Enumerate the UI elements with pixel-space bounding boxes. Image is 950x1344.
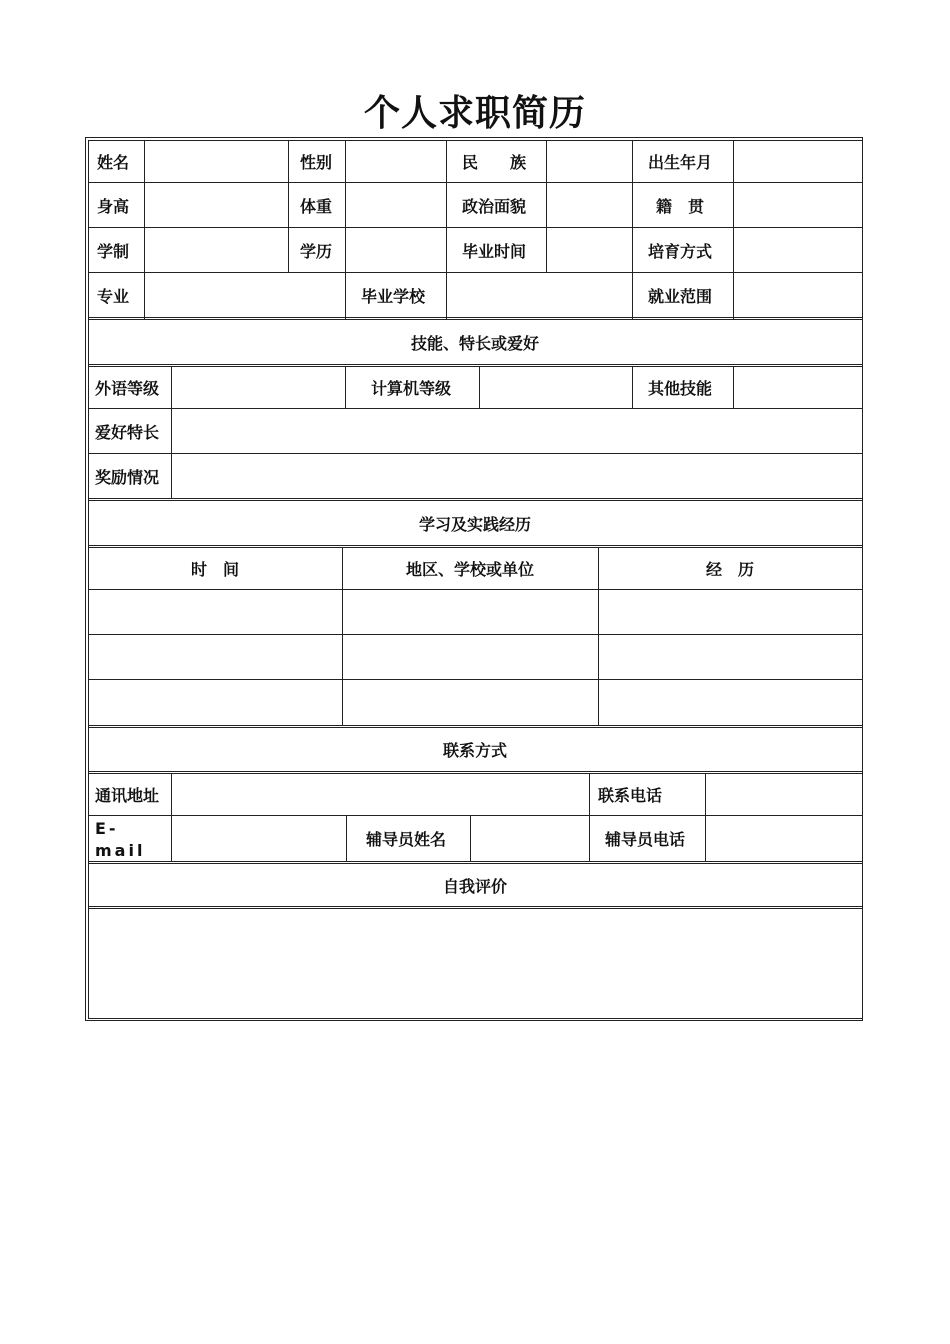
experience-time-cell[interactable] (89, 590, 342, 634)
political-status-field[interactable] (547, 183, 632, 227)
label-awards: 奖励情况 (95, 467, 160, 487)
experience-place-cell[interactable] (343, 635, 598, 679)
label-name: 姓名 (97, 152, 130, 172)
label-counselor-phone: 辅导员电话 (605, 830, 686, 849)
label-employment-scope: 就业范围 (648, 286, 713, 306)
experience-place-cell[interactable] (343, 680, 598, 725)
label-major: 专业 (97, 286, 130, 306)
label-weight: 体重 (300, 196, 333, 216)
major-field[interactable] (145, 273, 345, 317)
label-height: 身高 (97, 196, 130, 216)
label-other-skills: 其他技能 (648, 379, 713, 398)
label-gender: 性别 (300, 152, 333, 172)
self-evaluation-field[interactable] (89, 909, 862, 1018)
ethnicity-field[interactable] (547, 141, 632, 182)
col-divider (589, 774, 590, 861)
awards-field[interactable] (172, 454, 862, 498)
education-field[interactable] (346, 228, 446, 272)
col-divider (345, 367, 346, 408)
label-native-place: 籍 贯 (656, 196, 705, 216)
col-divider (632, 367, 633, 408)
self-evaluation-section-header: 自我评价 (442, 876, 507, 896)
label-training-mode: 培育方式 (648, 241, 713, 261)
col-divider (632, 140, 633, 320)
name-field[interactable] (145, 141, 288, 182)
training-mode-field[interactable] (734, 228, 862, 272)
label-education: 学历 (300, 241, 333, 261)
gender-field[interactable] (346, 141, 446, 182)
experience-place-cell[interactable] (343, 590, 598, 634)
contact-section-header: 联系方式 (442, 741, 507, 760)
address-field[interactable] (172, 774, 589, 815)
experience-detail-cell[interactable] (599, 635, 862, 679)
email-field[interactable] (172, 816, 346, 861)
label-graduation-school: 毕业学校 (361, 286, 426, 306)
experience-section-header: 学习及实践经历 (418, 514, 531, 534)
page-title: 个人求职简历 (363, 93, 586, 134)
right-border (862, 140, 863, 881)
label-email (95, 818, 145, 862)
label-address: 通讯地址 (95, 786, 160, 805)
label-graduation-time: 毕业时间 (462, 241, 527, 261)
graduation-school-field[interactable] (447, 273, 632, 317)
experience-detail-cell[interactable] (599, 680, 862, 725)
other-skills-field[interactable] (734, 367, 862, 408)
label-birth-date: 出生年月 (648, 152, 713, 172)
graduation-time-field[interactable] (547, 228, 632, 272)
label-email-line1: E- (95, 819, 119, 838)
birth-date-field[interactable] (734, 141, 862, 182)
height-field[interactable] (145, 183, 288, 227)
form-bottom-line (88, 1018, 862, 1019)
skills-section-header: 技能、特长或爱好 (410, 333, 539, 353)
experience-time-cell[interactable] (89, 680, 342, 725)
employment-scope-field[interactable] (734, 273, 862, 317)
col-divider (288, 140, 289, 272)
label-ethnicity: 民 族 (462, 152, 527, 172)
right-border (862, 881, 863, 1018)
foreign-language-field[interactable] (172, 367, 345, 408)
label-counselor-name: 辅导员姓名 (366, 830, 447, 849)
experience-col-experience: 经 历 (705, 560, 754, 579)
col-divider (346, 816, 347, 861)
label-foreign-language: 外语等级 (95, 379, 160, 398)
label-hobbies: 爱好特长 (95, 422, 160, 442)
phone-field[interactable] (706, 774, 862, 815)
counselor-name-field[interactable] (471, 816, 589, 861)
experience-time-cell[interactable] (89, 635, 342, 679)
label-phone: 联系电话 (598, 786, 663, 805)
label-political-status: 政治面貌 (462, 196, 527, 216)
label-computer-level: 计算机等级 (371, 379, 452, 398)
experience-col-place: 地区、学校或单位 (405, 560, 534, 579)
counselor-phone-field[interactable] (706, 816, 862, 861)
label-email-line2: mail (95, 841, 146, 860)
native-place-field[interactable] (734, 183, 862, 227)
schooling-length-field[interactable] (145, 228, 288, 272)
hobbies-field[interactable] (172, 409, 862, 453)
label-schooling-length: 学制 (97, 241, 130, 261)
weight-field[interactable] (346, 183, 446, 227)
experience-detail-cell[interactable] (599, 590, 862, 634)
experience-col-time: 时 间 (190, 560, 239, 579)
computer-level-field[interactable] (480, 367, 632, 408)
